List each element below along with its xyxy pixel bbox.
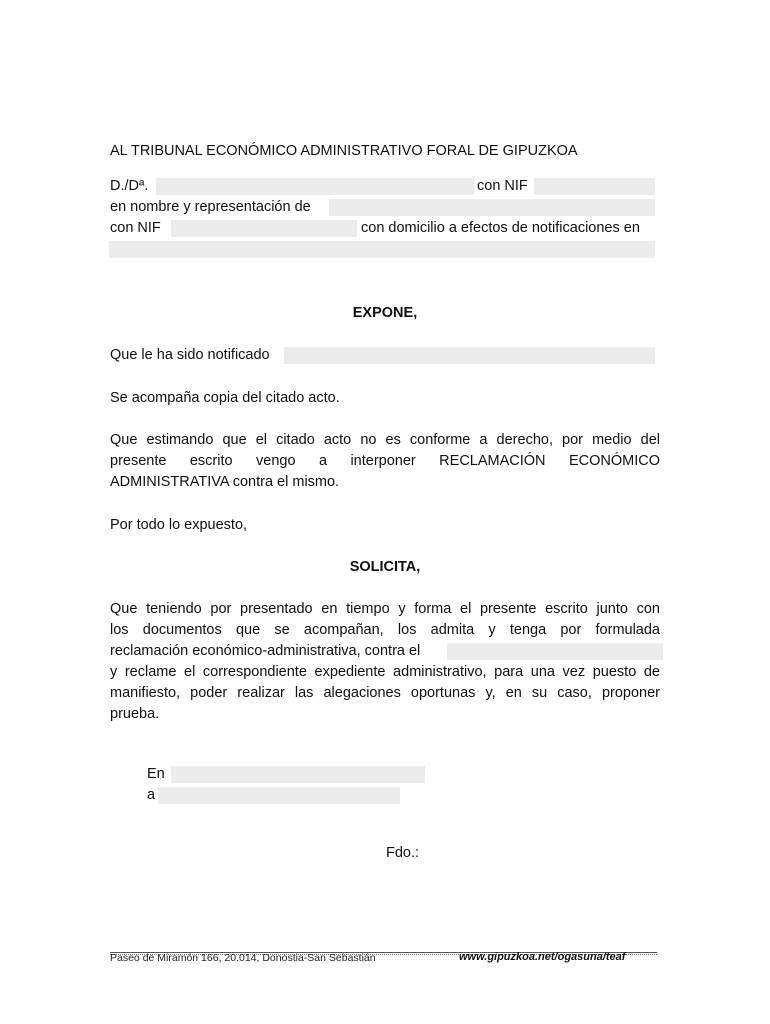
solicita-line-4: y reclame el correspondiente expediente administrativo, para una vez puesto de bbox=[110, 664, 660, 680]
notified-label: Que le ha sido notificado bbox=[110, 347, 270, 363]
solicita-line-6: prueba. bbox=[110, 706, 160, 722]
representation-label: en nombre y representación de bbox=[110, 199, 311, 215]
place-label: En bbox=[147, 766, 165, 782]
date-field[interactable] bbox=[158, 787, 400, 804]
conclusion-text: Por todo lo expuesto, bbox=[110, 517, 248, 533]
solicita-heading: SOLICITA, bbox=[349, 559, 421, 575]
solicita-line-3: reclamación económico-administrativa, contra el bbox=[110, 643, 421, 659]
expone-paragraph-line-2: presente escrito vengo a interponer RECLAMACIÓN ECONÓMICO bbox=[110, 453, 660, 469]
domicile-field[interactable] bbox=[109, 241, 655, 258]
nif-field[interactable] bbox=[534, 178, 655, 195]
footer-website-link[interactable]: www.gipuzkoa.net/ogasuna/teaf bbox=[459, 951, 626, 963]
representation-field[interactable] bbox=[329, 199, 655, 216]
name-field[interactable] bbox=[156, 178, 474, 195]
copy-text: Se acompaña copia del citado acto. bbox=[110, 390, 340, 406]
footer-address: Paseo de Miramón 166, 20.014, Donostia-San Sebastián bbox=[110, 952, 376, 964]
nif2-field[interactable] bbox=[171, 220, 357, 237]
name-label: D./Dª. bbox=[110, 178, 149, 194]
solicita-line-2: los documentos que se acompañan, los admita y tenga por formulada bbox=[110, 622, 660, 638]
date-label: a bbox=[147, 787, 156, 803]
place-field[interactable] bbox=[171, 766, 425, 783]
nif-label: con NIF bbox=[477, 178, 528, 194]
expone-heading: EXPONE, bbox=[352, 305, 418, 321]
expone-paragraph-line-1: Que estimando que el citado acto no es conforme a derecho, por medio del bbox=[110, 432, 660, 448]
contested-act-field[interactable] bbox=[447, 643, 663, 660]
solicita-line-5: manifiesto, poder realizar las alegaciones oportunas y, en su caso, proponer bbox=[110, 685, 660, 701]
document-title: AL TRIBUNAL ECONÓMICO ADMINISTRATIVO FORAL DE GIPUZKOA bbox=[110, 143, 578, 159]
notified-field[interactable] bbox=[284, 347, 655, 364]
solicita-line-1: Que teniendo por presentado en tiempo y forma el presente escrito junto con bbox=[110, 601, 660, 617]
nif2-label: con NIF bbox=[110, 220, 161, 236]
signed-label: Fdo.: bbox=[386, 845, 420, 861]
domicile-label: con domicilio a efectos de notificaciones en bbox=[361, 220, 640, 236]
expone-paragraph-line-3: ADMINISTRATIVA contra el mismo. bbox=[110, 474, 340, 490]
